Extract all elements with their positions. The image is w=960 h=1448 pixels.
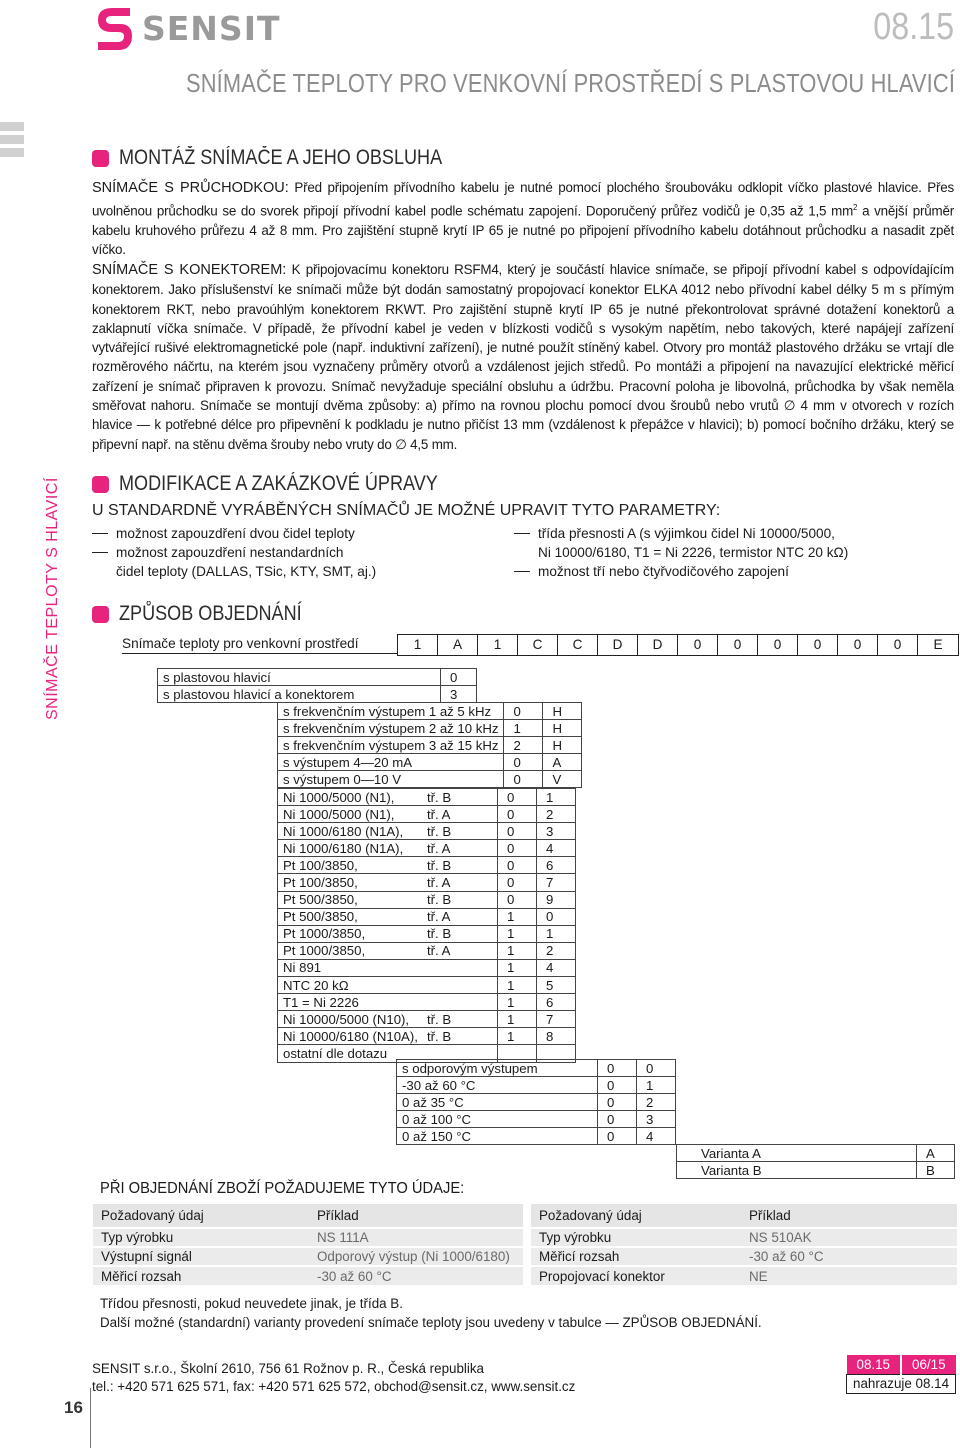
option-label: s plastovou hlavicí (158, 669, 441, 686)
table-row (278, 925, 576, 942)
modifications-list-left (92, 524, 376, 581)
code-cell: D (598, 635, 638, 655)
option-label: 0 až 150 °C (397, 1128, 598, 1145)
sensor-type: ostatní dle dotazu (283, 1045, 388, 1061)
option-label (278, 959, 498, 976)
cell: -30 až 60 °C (309, 1266, 523, 1285)
option-code: 0 (504, 703, 543, 720)
cell: Měřicí rozsah (531, 1247, 741, 1266)
modifications-list-right (514, 524, 848, 581)
paragraph-text: a vnější průměr kabelu kruhového průřezu 4 až 8 mm. Pro zajištění stupně krytí IP 65 je nutné po připojení přívodního kabelu dotáhnout průchodku a nasadit zpět víčko. (92, 203, 954, 258)
option-code: 1 (498, 959, 537, 976)
variant-options-table (676, 1144, 955, 1179)
cell: Typ výrobku (93, 1228, 309, 1247)
option-code: 6 (537, 857, 576, 874)
option-code: 0 (498, 840, 537, 857)
option-code: 9 (537, 891, 576, 908)
option-code: 2 (537, 806, 576, 823)
code-cell: D (638, 635, 678, 655)
column-header: Požadovaný údaj (531, 1204, 741, 1228)
section-title: MONTÁŽ SNÍMAČE A JEHO OBSLUHA (119, 146, 443, 169)
code-cell: 0 (718, 635, 758, 655)
divider (122, 653, 397, 654)
option-label: 0 až 100 °C (397, 1111, 598, 1128)
table-row (278, 703, 582, 720)
table-header-row (93, 1204, 957, 1228)
option-code: H (543, 737, 582, 754)
option-label (278, 1011, 498, 1028)
table-row (397, 1077, 676, 1094)
sensor-type: Pt 500/3850, (283, 909, 358, 925)
note: Třídou přesnosti, pokud neuvedete jinak, je třída B. (100, 1296, 403, 1311)
sensor-type: Ni 1000/5000 (N1), (283, 789, 395, 805)
option-label (278, 823, 498, 840)
column-gap (523, 1228, 531, 1247)
option-code: 1 (504, 720, 543, 737)
revision-doc: 08.15 (847, 1355, 902, 1374)
accuracy-class: tř. A (427, 875, 451, 891)
table-row (93, 1247, 957, 1266)
page-title: SNÍMAČE TEPLOTY PRO VENKOVNÍ PROSTŘEDÍ S PLASTOVOU HLAVICÍ (186, 68, 956, 98)
option-code: 2 (504, 737, 543, 754)
option-code: 0 (498, 857, 537, 874)
column-gap (523, 1204, 531, 1228)
cell: NE (741, 1266, 957, 1285)
table-row (847, 1374, 956, 1393)
option-code: 0 (598, 1077, 637, 1094)
option-code: 0 (598, 1060, 637, 1077)
option-label (278, 994, 498, 1011)
cell: Propojovací konektor (531, 1266, 741, 1285)
column-gap (523, 1266, 531, 1285)
paragraph-konektor (92, 260, 954, 454)
accuracy-class: tř. A (427, 909, 451, 925)
accuracy-class: tř. B (427, 926, 452, 942)
page-number: 16 (64, 1398, 83, 1417)
sensit-logo (92, 4, 282, 52)
option-label (278, 891, 498, 908)
note: Další možné (standardní) varianty provedení snímače teploty jsou uvedeny v tabulce — ZPŮSOB OBJEDNÁNÍ. (100, 1315, 762, 1330)
table-row (278, 720, 582, 737)
table-row (278, 874, 576, 891)
option-code: 1 (498, 977, 537, 994)
option-code: 3 (637, 1111, 676, 1128)
option-code: 1 (637, 1077, 676, 1094)
option-label: Varianta B (677, 1162, 917, 1179)
code-cell: 0 (758, 635, 798, 655)
accuracy-class: tř. A (427, 806, 451, 822)
order-data-table (93, 1204, 957, 1285)
accuracy-class: tř. B (427, 1028, 452, 1044)
option-code: 0 (498, 823, 537, 840)
range-options-table (396, 1059, 676, 1145)
option-label: s výstupem 4—20 mA (278, 754, 504, 771)
option-code: 0 (598, 1128, 637, 1145)
option-code: B (917, 1162, 955, 1179)
table-row (278, 959, 576, 976)
sensor-type: Ni 10000/5000 (N10), (283, 1011, 410, 1027)
option-code: 0 (637, 1060, 676, 1077)
option-code: 1 (498, 1011, 537, 1028)
accuracy-class: tř. B (427, 823, 452, 839)
table-row (397, 1060, 676, 1077)
option-code: H (543, 720, 582, 737)
option-code: H (543, 703, 582, 720)
option-code: 1 (498, 925, 537, 942)
option-label (278, 840, 498, 857)
option-code: 0 (498, 874, 537, 891)
option-code: 8 (537, 1028, 576, 1045)
section-modifikace-heading (92, 472, 490, 496)
option-label (278, 1028, 498, 1045)
divider (90, 1388, 91, 1448)
section-objednani-heading (92, 602, 331, 626)
option-code: 4 (637, 1128, 676, 1145)
code-cell: C (518, 635, 558, 655)
option-label (278, 908, 498, 925)
option-code: 1 (537, 925, 576, 942)
footer-contacts: tel.: +420 571 625 571, fax: +420 571 625 572, obchod@sensit.cz, www.sensit.cz (92, 1379, 576, 1394)
option-label: s frekvenčním výstupem 2 až 10 kHz (278, 720, 504, 737)
sensor-type: Pt 100/3850, (283, 857, 358, 873)
paragraph-lead: SNÍMAČE S PRŮCHODKOU: (92, 180, 289, 196)
revision-replaces: nahrazuje 08.14 (847, 1374, 956, 1393)
option-label: s odporovým výstupem (397, 1060, 598, 1077)
option-code: 2 (537, 942, 576, 959)
list-item: čidel teploty (DALLAS, TSic, KTY, SMT, aj.) (116, 564, 377, 579)
modifications-subtitle: U STANDARDNĚ VYRÁBĚNÝCH SNÍMAČŮ JE MOŽNÉ UPRAVIT TYTO PARAMETRY: (92, 502, 721, 519)
table-row (397, 1094, 676, 1111)
sensor-type: Pt 500/3850, (283, 892, 358, 908)
table-row (278, 823, 576, 840)
table-row (278, 789, 576, 806)
output-options-table (277, 702, 582, 788)
option-code: 1 (498, 994, 537, 1011)
option-code: 7 (537, 874, 576, 891)
table-row (278, 1011, 576, 1028)
column-header: Příklad (741, 1204, 957, 1228)
option-label (278, 874, 498, 891)
order-code-cells (397, 634, 959, 656)
option-code: 0 (598, 1111, 637, 1128)
sensor-type: Ni 10000/6180 (N10A), (283, 1028, 418, 1044)
table-row (278, 942, 576, 959)
code-cell: E (933, 637, 943, 652)
sensor-type: T1 = Ni 2226 (283, 994, 359, 1010)
accuracy-class: tř. B (427, 1011, 452, 1027)
option-code: 6 (537, 994, 576, 1011)
option-code: 0 (498, 789, 537, 806)
option-code: 5 (537, 977, 576, 994)
option-label (278, 925, 498, 942)
logo-wordmark: SENSIT (142, 9, 281, 48)
cell: Výstupní signál (93, 1247, 309, 1266)
option-code: 0 (504, 754, 543, 771)
revision-box (846, 1355, 956, 1394)
option-label: s frekvenčním výstupem 1 až 5 kHz (278, 703, 504, 720)
paragraph-text: K připojovacímu konektoru RSFM4, který je součástí hlavice snímače, se připojí přívodní kabel s odpovídajícím konektorem. Jako příslušenství ke snímači může být dodán samostatný propojovací konektor ELKA 4012 nebo přívodní kabel délky 5 m s přímým konektorem RKT, nebo pravoúhlým konektorem RKWT. Pro zajištění stupně krytí IP 65 je nutné překontrolovat správné dotažení konektorů a zaklapnutí víčka snímače. V případě, že přívodní kabel je veden v blízkosti vodičů s vysokým napětím, nebo takových, které napájejí zařízení vytvářející rušivé elektromagnetické pole (např. induktivní zařízení), je nutné použít stíněný kabel. Otvory pro montáž plastového držáku se vrtají dle rozměrového náčrtu, na kterém jsou vyznačeny průměry otvorů a vzdálenost jejich středů. Po montáži a připojení na navazující elektrické měřicí zařízení je snímač připraven k provozu. Snímač nevyžaduje speciální obsluhu a údržbu. Pracovní poloha je libovolná, průchodka by však neměla směřovat nahoru. Snímače se montují dvěma způsoby: a) přímo na rovnou plochu pomocí dvou šroubů nebo vrutů ∅ 4 mm v otvorech v rozích hlavice — k potřebné délce pro připevnění k podkladu je nutno přičíst 13 mm (vzdálenost k přepážce v hlavici); b) pomocí bočního držáku, který se připevní např. na stěnu dvěma šrouby nebo vruty do ∅ 4,5 mm. (92, 262, 954, 452)
paragraph-pruchodka (92, 178, 954, 260)
code-cell: 1 (478, 635, 518, 655)
option-code: 0 (598, 1094, 637, 1111)
table-row (278, 977, 576, 994)
order-notes (100, 1294, 762, 1332)
code-cell: C (558, 635, 598, 655)
accuracy-class: tř. A (427, 840, 451, 856)
option-code: 7 (537, 1011, 576, 1028)
option-code: 0 (498, 891, 537, 908)
option-code: 0 (504, 771, 543, 788)
cell: NS 510AK (741, 1228, 957, 1247)
option-label (278, 977, 498, 994)
table-row (278, 857, 576, 874)
table-row (158, 669, 477, 686)
code-cell: 0 (798, 635, 838, 655)
accuracy-class: tř. B (427, 857, 452, 873)
sensor-options-table (277, 788, 576, 1063)
column-header: Příklad (309, 1204, 523, 1228)
option-code: 0 (498, 806, 537, 823)
table-row (278, 1028, 576, 1045)
table-row (278, 891, 576, 908)
list-item: Ni 10000/6180, T1 = Ni 2226, termistor NTC 20 kΩ) (538, 545, 849, 560)
option-code: V (543, 771, 582, 788)
sensor-type: NTC 20 kΩ (283, 977, 349, 993)
sensor-type: Ni 1000/6180 (N1A), (283, 823, 404, 839)
side-category-label: SNÍMAČE TEPLOTY S HLAVICÍ (44, 477, 61, 720)
option-code: 0 (441, 669, 477, 686)
option-code: A (917, 1145, 955, 1162)
list-item: třída přesnosti A (s výjimkou čidel Ni 10000/5000, (514, 524, 848, 543)
option-code: 1 (537, 789, 576, 806)
cell: NS 111A (309, 1228, 523, 1247)
accuracy-class: tř. B (427, 892, 452, 908)
option-label: 0 až 35 °C (397, 1094, 598, 1111)
section-title: MODIFIKACE A ZAKÁZKOVÉ ÚPRAVY (119, 472, 438, 495)
option-code: 4 (537, 840, 576, 857)
option-label: s frekvenčním výstupem 3 až 15 kHz (278, 737, 504, 754)
option-code: A (543, 754, 582, 771)
code-cell: A (438, 635, 478, 655)
option-code: 3 (537, 823, 576, 840)
section-title: ZPŮSOB OBJEDNÁNÍ (119, 602, 302, 625)
superscript: 2 (853, 203, 858, 213)
cell: -30 až 60 °C (741, 1247, 957, 1266)
code-cell: 0 (878, 635, 918, 655)
option-label: Varianta A (677, 1145, 917, 1162)
code-cell: 1 (398, 635, 438, 655)
table-row (158, 686, 477, 703)
table-row (278, 840, 576, 857)
sensor-type: Ni 891 (283, 960, 322, 976)
option-code: 1 (498, 908, 537, 925)
accuracy-class: tř. B (427, 789, 452, 805)
table-row (278, 994, 576, 1011)
table-row (397, 1128, 676, 1145)
option-code: 2 (637, 1094, 676, 1111)
option-label (278, 806, 498, 823)
code-cell: 0 (678, 635, 718, 655)
revision-date: 06/15 (901, 1355, 956, 1374)
order-code-label: Snímače teploty pro venkovní prostředí (122, 636, 359, 651)
option-code: 1 (498, 942, 537, 959)
option-label (278, 857, 498, 874)
cell: Měřicí rozsah (93, 1266, 309, 1285)
footer-address: SENSIT s.r.o., Školní 2610, 756 61 Rožnov p. R., Česká republika (92, 1361, 485, 1376)
head-options-table (157, 668, 477, 703)
footer-contact (92, 1360, 575, 1396)
side-marker (0, 122, 24, 168)
option-label: s výstupem 0—10 V (278, 771, 504, 788)
option-label: s plastovou hlavicí a konektorem (158, 686, 441, 703)
table-row (677, 1145, 955, 1162)
option-code: 3 (441, 686, 477, 703)
table-row (93, 1266, 957, 1285)
order-data-heading: PŘI OBJEDNÁNÍ ZBOŽÍ POŽADUJEME TYTO ÚDAJE: (100, 1180, 465, 1197)
table-row (677, 1162, 955, 1179)
table-row (278, 754, 582, 771)
section-montaz-heading (92, 146, 495, 170)
list-item: možnost zapouzdření nestandardních (92, 543, 376, 562)
table-row (278, 737, 582, 754)
section-bullet-icon (92, 476, 109, 493)
option-label: -30 až 60 °C (397, 1077, 598, 1094)
option-code: 0 (537, 908, 576, 925)
option-label (278, 942, 498, 959)
table-row (278, 771, 582, 788)
section-bullet-icon (92, 150, 109, 167)
table-row (278, 908, 576, 925)
sensit-logo-icon (92, 4, 138, 52)
sensor-type: Pt 1000/3850, (283, 943, 366, 959)
table-row (278, 806, 576, 823)
list-item: možnost zapouzdření dvou čidel teploty (92, 524, 376, 543)
table-row (847, 1355, 956, 1374)
paragraph-lead: SNÍMAČE S KONEKTOREM: (92, 262, 287, 278)
table-row (93, 1228, 957, 1247)
sensor-type: Ni 1000/5000 (N1), (283, 806, 395, 822)
table-row (397, 1111, 676, 1128)
document-number: 08.15 (873, 6, 954, 48)
option-label (278, 789, 498, 806)
sensor-type: Pt 100/3850, (283, 875, 358, 891)
sensor-type: Ni 1000/6180 (N1A), (283, 840, 404, 856)
cell: Odporový výstup (Ni 1000/6180) (309, 1247, 523, 1266)
cell: Typ výrobku (531, 1228, 741, 1247)
sensor-type: Pt 1000/3850, (283, 926, 366, 942)
list-item: možnost tří nebo čtyřvodičového zapojení (514, 562, 848, 581)
option-code: 1 (498, 1028, 537, 1045)
section-bullet-icon (92, 606, 109, 623)
column-header: Požadovaný údaj (93, 1204, 309, 1228)
code-cell: 0 (838, 635, 878, 655)
option-code: 4 (537, 959, 576, 976)
paragraph-text: Před připojením přívodního kabelu je nutné pomocí plochého šroubováku odklopit víčko plastové hlavice. Přes uvolněnou průchodku se do svorek připojí přívodní kabel podle schématu zapojení. Doporučený průřez vodičů je 0,35 až 1,5 mm (92, 180, 954, 219)
accuracy-class: tř. A (427, 943, 451, 959)
column-gap (523, 1247, 531, 1266)
